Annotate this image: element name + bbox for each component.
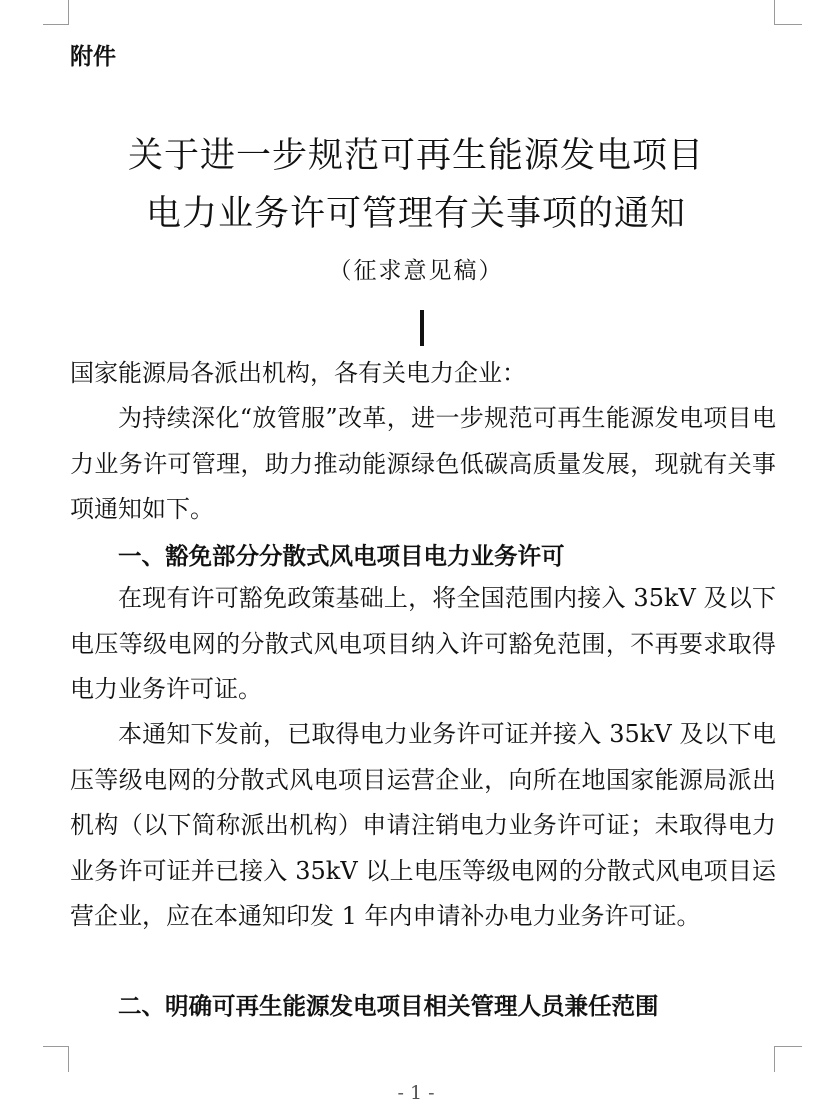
section2-heading: 二、明确可再生能源发电项目相关管理人员兼任范围: [118, 992, 659, 1020]
crop-mark-top-left-horizontal: [43, 24, 69, 25]
document-title-line1: 关于进一步规范可再生能源发电项目: [127, 136, 704, 176]
crop-mark-top-left-vertical: [68, 0, 69, 25]
intro-paragraph: 为持续深化“放管服”改革，进一步规范可再生能源发电项目电力业务许可管理，助力推动能源绿色低碳高质量发展，现就有关事项通知如下。: [70, 404, 776, 523]
section1-paragraph2: 本通知下发前，已取得电力业务许可证并接入 35kV 及以下电压等级电网的分散式风电项目运营企业，向所在地国家能源局派出机构（以下简称派出机构）申请注销电力业务许可证；未取得电力业务许可证并已接入 35kV 以上电压等级电网的分散式风电项目运营企业，应在本通知印发 1 年内申请补办电力业务许可证。: [70, 720, 776, 930]
section1-heading: 一、豁免部分分散式风电项目电力业务许可: [118, 542, 565, 570]
salutation: 国家能源局各派出机构，各有关电力企业：: [70, 359, 526, 387]
crop-mark-top-right-vertical: [774, 0, 775, 25]
crop-mark-bottom-right-vertical: [774, 1046, 775, 1072]
crop-mark-bottom-right-horizontal: [774, 1046, 802, 1047]
page-number: - 1 -: [397, 1082, 435, 1104]
crop-mark-bottom-left-vertical: [68, 1046, 69, 1072]
document-subtitle: （征求意见稿）: [328, 258, 504, 284]
section1-paragraph1: 在现有许可豁免政策基础上，将全国范围内接入 35kV 及以下电压等级电网的分散式风电项目纳入许可豁免范围，不再要求取得电力业务许可证。: [70, 584, 776, 703]
document-title-line2: 电力业务许可管理有关事项的通知: [145, 194, 686, 234]
crop-mark-bottom-left-horizontal: [43, 1046, 69, 1047]
crop-mark-top-right-horizontal: [774, 24, 802, 25]
text-cursor: [420, 310, 424, 346]
attachment-label: 附件: [70, 44, 116, 70]
